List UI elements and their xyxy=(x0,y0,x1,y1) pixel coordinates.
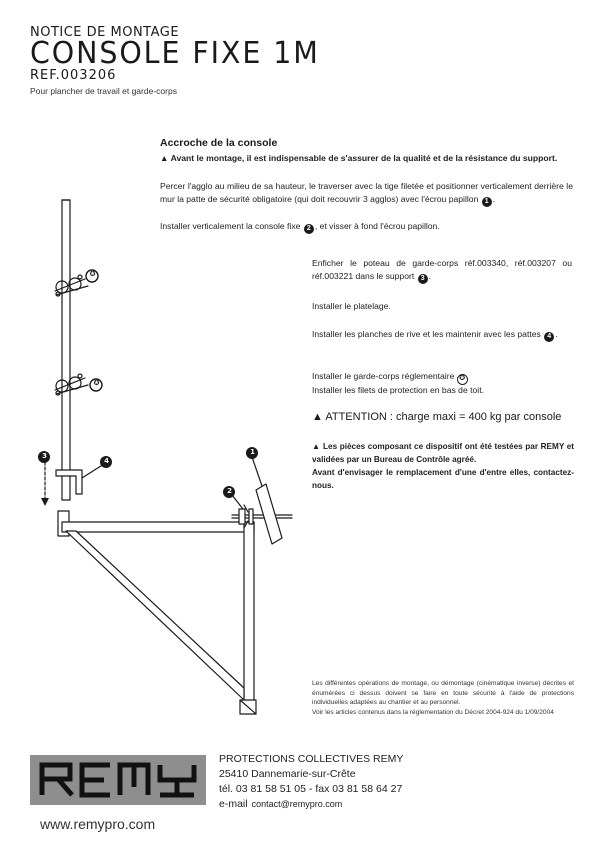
section-title: Accroche de la console xyxy=(160,137,278,149)
website-link[interactable]: www.remypro.com xyxy=(40,816,156,832)
step-paragraph-platelage: Installer le platelage. xyxy=(312,301,391,311)
load-warning: ▲ ATTENTION : charge maxi = 400 kg par console xyxy=(312,411,562,423)
callout-1-badge: 1 xyxy=(482,197,492,207)
email-label: e-mail xyxy=(219,798,248,810)
lower-clamp xyxy=(55,374,88,395)
star-badge-icon: ✪ xyxy=(457,374,468,385)
step-1-text: Percer l'agglo au milieu de sa hauteur, le traverser avec la tige filetée et positionner verticalement derrière le mur la patte de sécurité obligatoire (qui doit recouvrir 3 agglos) avec l'écrou papillon xyxy=(160,181,573,204)
company-name: PROTECTIONS COLLECTIVES REMY xyxy=(219,753,404,765)
guardrail-post xyxy=(62,200,70,500)
pieces-notice-1: ▲ Les pièces composant ce dispositif ont été testées par REMY et validées par un Bureau de Contrôle agréé. xyxy=(312,442,574,464)
diagram-callout-1-label: 1 xyxy=(250,448,255,456)
company-phone: tél. 03 81 58 51 05 - fax 03 81 58 64 27 xyxy=(219,783,403,795)
callout-4-badge: 4 xyxy=(544,332,554,342)
step-2-text-a: Installer verticalement la console fixe xyxy=(160,221,301,231)
remy-logo-mark xyxy=(30,755,206,805)
step-2-text-b: , et visser à fond l'écrou papillon. xyxy=(314,221,440,231)
garde-corps-text: Installer le garde-corps réglementaire xyxy=(312,371,455,381)
diagram-callout-3-label: 3 xyxy=(42,452,47,460)
callout-2-badge: 2 xyxy=(304,224,314,234)
company-email-row xyxy=(219,797,403,812)
page-subtitle: Pour plancher de travail et garde-corps xyxy=(30,86,177,96)
step-3-text: Enficher le poteau de garde-corps réf.003340, réf.003207 ou réf.003221 dans le support xyxy=(312,258,572,281)
legal-notice-1: Les différentes opérations de montage, ou démontage (cinématique inverse) décrites et énumérées ci dessus doivent se faire en toute sécurité à l'aide de protections individuelles adaptées au chantier et au personnel. xyxy=(312,680,574,707)
step-paragraph-1: Percer l'agglo au milieu de sa hauteur, le traverser avec la tige filetée et positionner verticalement derrière le mur la patte de sécurité obligatoire (qui doit recouvrir 3 agglos) avec l'écrou papillon 1 . xyxy=(160,181,573,205)
diagram-star-lower-label: ✪ xyxy=(93,379,100,387)
diagram-callout-4-label: 4 xyxy=(104,457,109,465)
step-paragraph-3: Enficher le poteau de garde-corps réf.003340, réf.003207 ou réf.003221 dans le support 3 . xyxy=(312,258,572,282)
legal-notice-2: Voir les articles contenus dans la réglementation du Décret 2004-924 du 1/09/2004 xyxy=(312,708,554,716)
company-block xyxy=(219,752,403,812)
remy-logo xyxy=(30,755,206,805)
section-warning: ▲ Avant le montage, il est indispensable de s'assurer de la qualité et de la résistance du support. xyxy=(160,153,558,163)
diagram-star-upper-label: ✪ xyxy=(89,270,96,278)
upper-clamp xyxy=(55,275,88,296)
pieces-notice-2: Avant d'envisager le remplacement d'une d'entre elles, contactez-nous. xyxy=(312,468,574,490)
callout-3-badge: 3 xyxy=(418,274,428,284)
company-address: 25410 Dannemarie-sur-Crête xyxy=(219,768,356,780)
step-4-text: Installer les planches de rive et les maintenir avec les pattes xyxy=(312,329,541,339)
step-paragraph-4: Installer les planches de rive et les maintenir avec les pattes 4 . xyxy=(312,329,558,340)
email-link[interactable]: contact@remypro.com xyxy=(251,799,343,809)
reference-number: REF.003206 xyxy=(30,68,117,83)
page-title: CONSOLE FIXE 1M xyxy=(30,36,320,71)
console-frame xyxy=(62,522,256,714)
notice-kicker: NOTICE DE MONTAGE xyxy=(30,25,180,40)
step-paragraph-filets: Installer les filets de protection en bas de toit. xyxy=(312,385,484,395)
safety-plate xyxy=(256,484,282,544)
diagram-callout-2-label: 2 xyxy=(227,487,232,495)
